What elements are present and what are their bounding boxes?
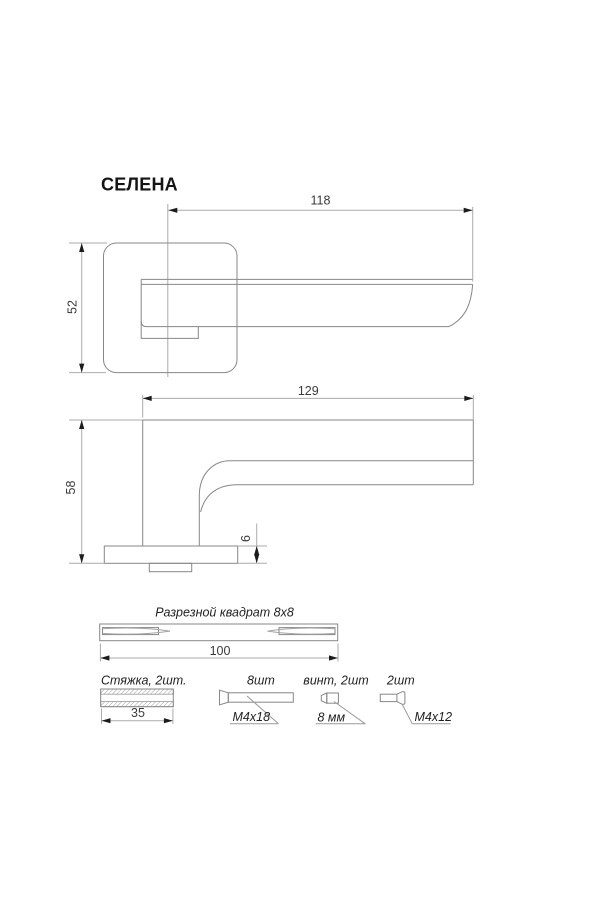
dimension-spindle-length [100, 644, 338, 662]
spindle-label: Разрезной квадрат 8х8 [155, 605, 294, 620]
side-view-height-dim: 58 [64, 480, 78, 495]
side-view [64, 384, 473, 572]
hardware-row [101, 674, 452, 725]
spindle-bar [100, 624, 338, 641]
spindle-right-slot [268, 628, 336, 635]
top-view-height-dim: 52 [65, 300, 80, 314]
screw-m4x12-spec: M4x12 [414, 710, 453, 724]
dimension-side-height [64, 420, 143, 563]
screw-m4x12-qty: 2шт [386, 673, 415, 688]
spindle-view [100, 606, 338, 662]
tie-rod [101, 674, 187, 724]
screw-m4x18-spec: M4x18 [232, 710, 271, 724]
dimension-top-width [168, 194, 472, 282]
set-screw-spec: 8 мм [317, 710, 346, 725]
side-view-length-dim: 129 [297, 383, 319, 398]
rosette-side-view [104, 546, 237, 563]
top-view [66, 194, 473, 378]
dimension-side-length [143, 384, 474, 420]
set-screw-qty: винт, 2шт [303, 673, 369, 688]
dimension-top-height [66, 243, 108, 373]
spindle-left-slot [103, 628, 171, 635]
lever-top-view [141, 279, 473, 338]
lever-side-view [143, 420, 474, 546]
dimension-tie-rod-length [102, 706, 173, 724]
screw-m4x12 [380, 674, 452, 725]
tie-rod-length-dim: 35 [131, 706, 145, 720]
rosette-thickness-dim: 6 [239, 535, 253, 542]
top-view-width-dim: 118 [310, 193, 331, 208]
rosette-top-view [104, 243, 238, 373]
tie-rod-label: Стяжка, 2шт. [101, 673, 187, 688]
spindle-length-dim: 100 [209, 644, 231, 658]
screw-m4x18-qty: 8шт [247, 673, 275, 688]
product-title: СЕЛЕНА [101, 174, 178, 195]
dimension-rosette-thickness [238, 524, 267, 564]
set-screw [303, 674, 368, 725]
screw-m4x12-leader [402, 704, 412, 724]
spindle-stub [149, 563, 191, 571]
screw-m4x18 [220, 674, 294, 725]
